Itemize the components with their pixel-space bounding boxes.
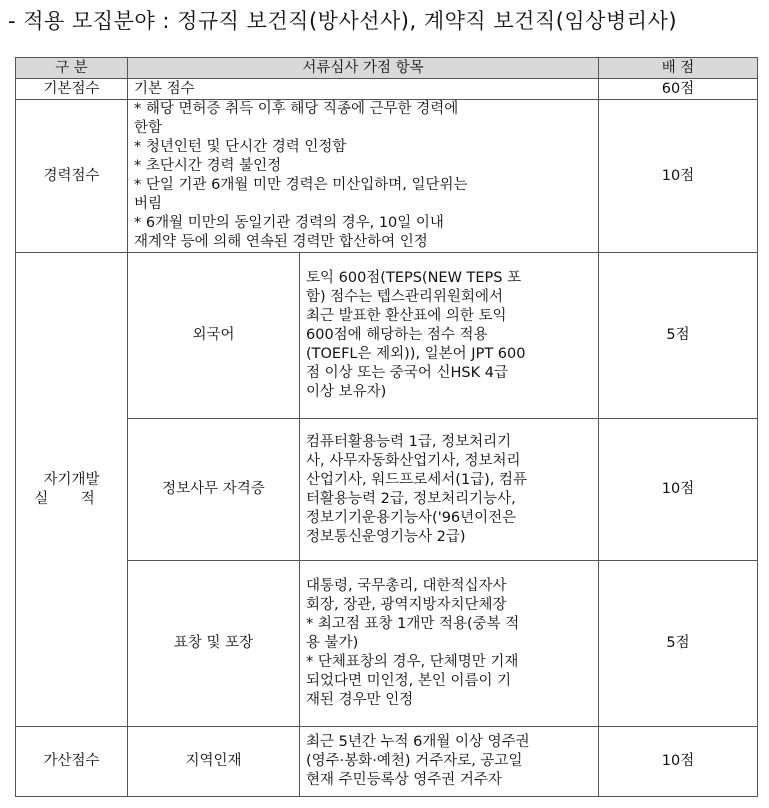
award-name: 표창 및 포장 xyxy=(128,561,300,727)
career-score: 10점 xyxy=(599,100,758,253)
table-row-basic xyxy=(16,79,758,100)
recruitment-field-heading: - 적용 모집분야 : 정규직 보건직(방사선사), 계약직 보건직(임상병리사) xyxy=(8,9,678,33)
table-row-foreign-language xyxy=(16,253,758,419)
foreign-language-name: 외국어 xyxy=(128,253,300,419)
document-screening-bonus-table xyxy=(15,57,758,797)
career-line: * 해당 면허증 취득 이후 해당 직종에 근무한 경력에 xyxy=(134,101,459,117)
career-line: 버림 xyxy=(134,196,163,212)
self-dev-category: 자기개발 실 적 xyxy=(16,253,128,727)
basic-item: 기본 점수 xyxy=(128,79,599,100)
header-score: 배 점 xyxy=(599,58,758,79)
header-category: 구 분 xyxy=(16,58,128,79)
table-row-award xyxy=(16,561,758,727)
career-line: * 단일 기관 6개월 미만 경력은 미산입하며, 일단위는 xyxy=(134,177,468,193)
bonus-name: 지역인재 xyxy=(128,727,300,797)
basic-category: 기본점수 xyxy=(16,79,128,100)
bonus-category: 가산점수 xyxy=(16,727,128,797)
it-certificate-name: 정보사무 자격증 xyxy=(128,419,300,561)
career-description xyxy=(128,100,599,253)
it-certificate-score: 10점 xyxy=(599,419,758,561)
career-line: * 초단시간 경력 불인정 xyxy=(134,158,282,174)
table-row-it-certificate xyxy=(16,419,758,561)
award-description: 대통령, 국무총리, 대한적십자사 회장, 장관, 광역지방자치단체장 * 최고점 표창 1개만 적용(중복 적 용 불가) * 단체표창의 경우, 단체명만 기재 되었다면 미인정, 본인 이름이 기 재된 경우만 인정 xyxy=(300,561,599,727)
career-line: 재계약 등에 의해 연속된 경력만 합산하여 인정 xyxy=(134,234,428,250)
table-row-bonus xyxy=(16,727,758,797)
basic-score: 60점 xyxy=(599,79,758,100)
career-line: 한함 xyxy=(134,120,163,136)
award-score: 5점 xyxy=(599,561,758,727)
career-line: * 6개월 미만의 동일기관 경력의 경우, 10일 이내 xyxy=(134,215,444,231)
bonus-score: 10점 xyxy=(599,727,758,797)
foreign-language-description: 토익 600점(TEPS(NEW TEPS 포 함) 점수는 텝스관리위원회에서 최근 발표한 환산표에 의한 토익 600점에 해당하는 점수 적용 (TOEFL은 제외)), 일본어 JPT 600 점 이상 또는 중국어 신HSK 4급 이상 보유자) xyxy=(300,253,599,419)
bonus-description: 최근 5년간 누적 6개월 이상 영주권 (영주·봉화·예천) 거주자로, 공고일 현재 주민등록상 영주권 거주자 xyxy=(300,727,599,797)
header-item: 서류심사 가점 항목 xyxy=(128,58,599,79)
it-certificate-description: 컴퓨터활용능력 1급, 정보처리기 사, 사무자동화산업기사, 정보처리 산업기사, 워드프로세서(1급), 컴퓨 터활용능력 2급, 정보처리기능사, 정보기기운용기능사('96년이전은 정보통신운영기능사 2급) xyxy=(300,419,599,561)
table-header-row xyxy=(16,58,758,79)
career-line: * 청년인턴 및 단시간 경력 인정함 xyxy=(134,139,347,155)
table-row-career xyxy=(16,100,758,253)
career-category: 경력점수 xyxy=(16,100,128,253)
foreign-language-score: 5점 xyxy=(599,253,758,419)
